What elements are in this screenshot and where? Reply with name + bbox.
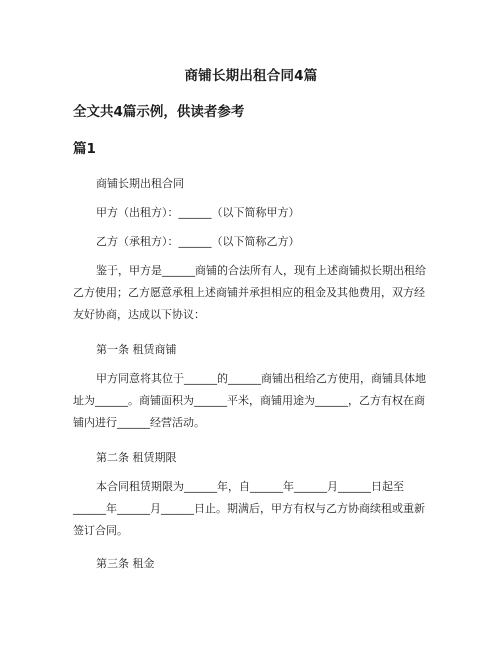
article-1-heading: 第一条 租赁商铺 [96,343,177,356]
article-2-heading: 第二条 租赁期限 [96,451,177,464]
preamble-paragraph: 鉴于，甲方是______商铺的合法所有人，现有上述商铺拟长期出租给乙方使用；乙方愿意承租上述商铺并承担相应的租金及其他费用，双方经友好协商，达成以下协议： [73,264,426,321]
party-a-paragraph: 甲方（出租方）：______（以下简称甲方） [96,206,300,219]
article-1-body: 甲方同意将其位于______的______商铺出租给乙方使用，商铺具体地址为______。商铺面积为______平米，商铺用途为______，乙方有权在商铺内进行______经营活动。 [73,372,426,429]
section-heading: 篇1 [73,141,96,157]
contract-name-paragraph: 商铺长期出租合同 [96,177,184,190]
party-b-paragraph: 乙方（承租方）：______（以下简称乙方） [96,235,300,248]
article-3-heading: 第三条 租金 [96,557,155,570]
document-title: 商铺长期出租合同4篇 [184,68,318,84]
article-2-body: 本合同租赁期限为______年，自______年______月______日起至______年______月______日止。期满后，甲方有权与乙方协商续租或重新签订合同。 [73,480,425,537]
document-subtitle: 全文共4篇示例，供读者参考 [73,104,245,120]
